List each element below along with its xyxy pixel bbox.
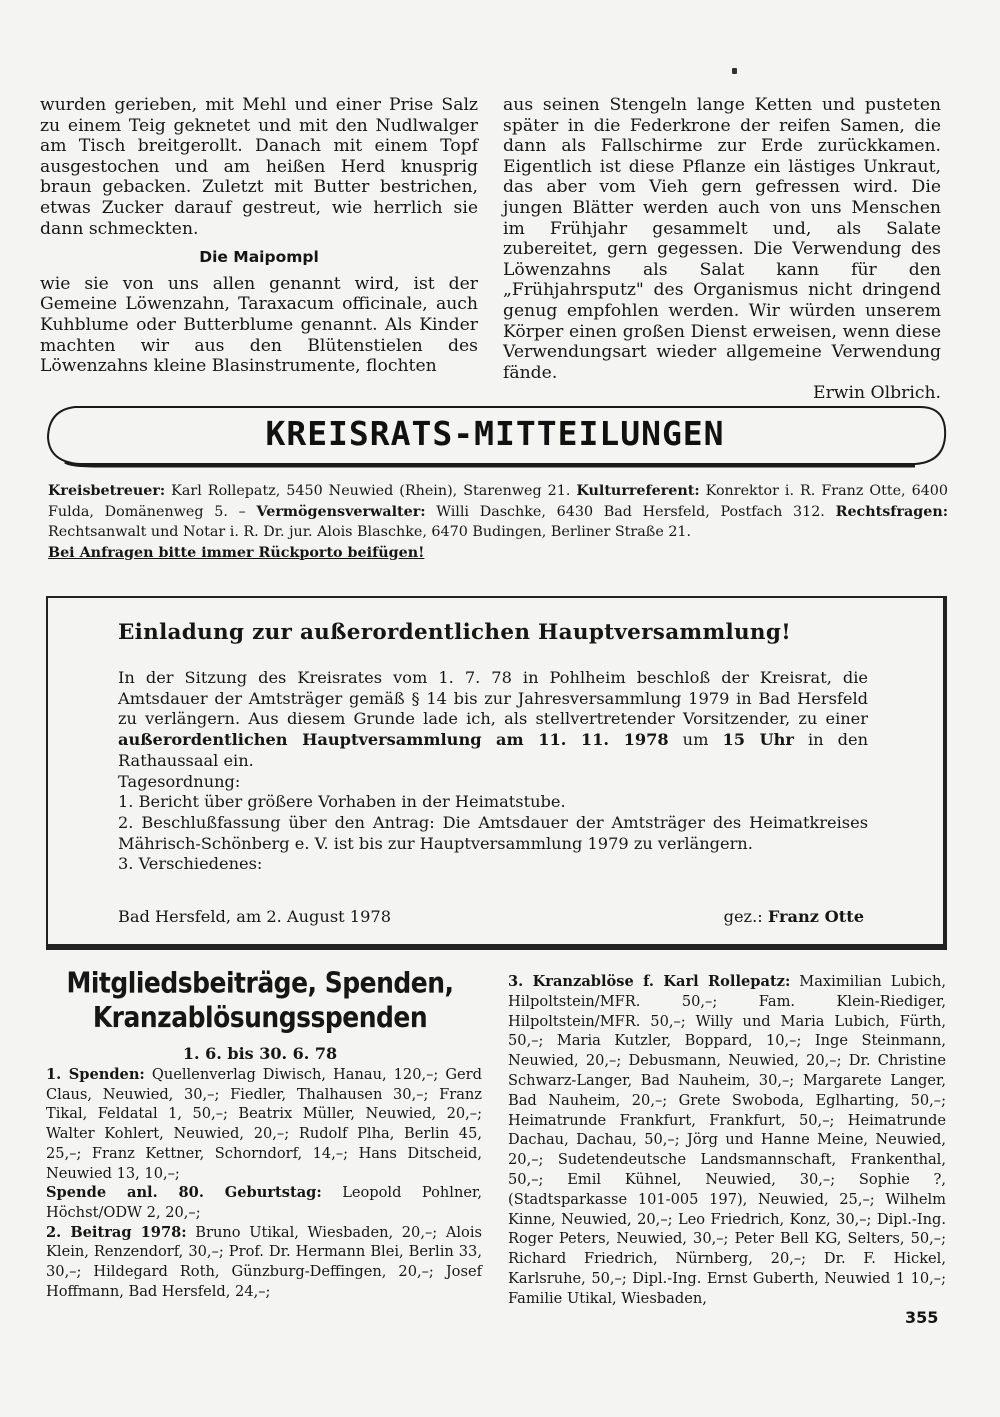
agenda-item: 2. Beschlußfassung über den Antrag: Die Amtsdauer der Amtsträger des Heimatkreises Mährisch-Schönberg e. V. ist bis zur Hauptversammlung 1979 zu verlängern. [118,812,868,853]
invitation-text: in den Rathaussaal ein. [118,730,869,770]
contact-lines [48,481,948,543]
contact-value: Rechtsanwalt und Notar i. R. Dr. jur. Alois Blaschke, 6470 Budingen, Berliner Straße 21. [48,524,692,541]
contact-label: Vermögensverwalter: [256,503,426,520]
agenda-item: 1. Bericht über größere Vorhaben in der Heimatstube. [118,792,566,812]
donation-section [46,1223,482,1302]
invitation-time-emphasis: 15 Uhr [722,730,794,750]
place-date: Bad Hersfeld, am 2. August 1978 [118,907,391,926]
donation-section-label: 3. Kranzablöse f. Karl Rollepatz: [508,973,791,990]
donations-heading [50,966,470,1035]
invitation-text: um [668,730,723,750]
article-paragraph: wurden gerieben, mit Mehl und einer Prise Salz zu einem Teig geknetet und mit den Nudlwalger am Tisch breitgerollt. Danach mit einem Topf ausgestochen und am heißen Herd knusprig braun gebacken. Zuletzt mit Butter bestrichen, etwas Zucker darauf gestreut, wie herrlich sie dann schmeckten. [40,95,478,239]
donations-date-range: 1. 6. bis 30. 6. 78 [182,1044,338,1063]
donation-section-label: 1. Spenden: [46,1066,145,1083]
signature-name: Franz Otte [767,907,864,926]
donation-section-label: 2. Beitrag 1978: [46,1223,187,1241]
contact-value: Willi Daschke, 6430 Bad Hersfeld, Postfach 312. [425,503,836,520]
invitation-title: Einladung zur außerordentlichen Hauptversammlung! [118,620,791,645]
donation-section [46,1183,482,1222]
donations-column-left [46,1065,482,1301]
contact-block [48,481,948,563]
invitation-text: In der Sitzung des Kreisrates vom 1. 7. 78 in Pohlheim beschloß der Kreisrat, die Amtsdauer der Amtsträger gemäß § 14 bis zur Jahresversammlung 1979 in Bad Hersfeld zu verlängern. Aus diesem Grunde lade ich, als stellvertretender Vorsitzender, zu einer [118,668,868,729]
article-paragraph: aus seinen Stengeln lange Ketten und pusteten später in die Federkrone der reifen Samen, die dann als Fallschirme zur Erde zurückkamen. Eigentlich ist diese Pflanze ein lästiges Unkraut, das aber vom Vieh gern gefressen wird. Die jungen Blätter werden auch von uns Menschen im Frühjahr gesammelt und, als Salate zubereitet, gern gegessen. Die Verwendung des Löwenzahns als Salat kann für den „Frühjahrsputz" des Organismus nicht dringend genug empfohlen werden. Wir würden unserem Körper einen großen Dienst erweisen, wenn diese Verwendungsart wieder allgemeine Verwendung fände. [503,95,941,383]
donations-column-right [508,972,946,1309]
contact-label: Kreisbetreuer: [48,483,166,499]
banner-title: KREISRATS-MITTEILUNGEN [265,414,725,453]
invitation-intro [118,668,868,772]
agenda-label: Tagesordnung: [118,771,241,791]
article-author: Erwin Olbrich. [813,383,941,404]
article-column-left [40,95,478,377]
article-subheading: Die Maipompl [199,248,319,267]
invitation-body [118,668,868,875]
donations-heading-line: Kranzablösungsspenden [92,1000,428,1034]
signature-prefix: gez.: [723,907,768,926]
contact-value: Karl Rollepatz, 5450 Neuwied (Rhein), Starenweg 21. [165,483,577,499]
donations-heading-line: Mitgliedsbeiträge, Spenden, [66,966,454,1000]
donation-section [46,1065,482,1183]
donation-section-label: Spende anl. 80. Geburtstag: [46,1184,322,1202]
donation-section [508,972,946,1309]
agenda-item: 3. Verschiedenes: [118,854,263,874]
contact-label: Kulturreferent: [576,483,700,499]
page-number: 355 [905,1308,939,1327]
invitation-date-emphasis: außerordentlichen Hauptversammlung am 11. 11. 1978 [118,730,669,750]
contact-label: Rechtsfragen: [835,503,949,520]
article-paragraph: wie sie von uns allen genannt wird, ist der Gemeine Löwenzahn, Taraxacum officinale, auch Kuhblume oder Butterblume genannt. Als Kinder machten wir aus den Blütenstielen des Löwenzahns kleine Blasinstrumente, flochten [40,273,478,377]
contact-value: Konrektor i. R. Franz Otte, 6400 Fulda, Domänenweg 5. – [48,483,948,520]
invitation-footer [118,907,864,926]
donation-section-text: Leopold Pohlner, Höchst/ODW 2, 20,–; [46,1184,482,1221]
print-speck [732,68,737,74]
donation-section-text: Quellenverlag Diwisch, Hanau, 120,–; Gerd Claus, Neuwied, 30,–; Fiedler, Thalhausen 30,–; Franz Tikal, Feldatal 1, 50,–; Beatrix Müller, Neuwied, 20,–; Walter Kohlert, Neuwied, 20,–; Rudolf Plha, Berlin 45, 25,–; Franz Kettner, Schorndorf, 14,–; Hans Ditscheid, Neuwied 13, 10,–; [46,1066,482,1182]
return-postage-note: Bei Anfragen bitte immer Rückporto beifügen! [48,544,425,561]
donation-section-text: Maximilian Lubich, Hilpoltstein/MFR. 50,–; Fam. Klein-Riediger, Hilpoltstein/MFR. 50,–; Willy und Maria Lubich, Fürth, 50,–; Maria Kutzler, Boppard, 10,–; Inge Steinmann, Neuwied, 20,–; Debusmann, Neuwied, 20,–; Dr. Christine Schwarz-Langer, Bad Nauheim, 30,–; Margarete Langer, Bad Nauheim, 20,–; Grete Swoboda, Eglharting, 50,–; Heimatrunde Frankfurt, Frankfurt, 50,–; Heimatrunde Dachau, Dachau, 50,–; Jörg und Hanne Meine, Neuwied, 20,–; Sudetendeutsche Landsmannschaft, Frankenthal, 50,–; Emil Kühnel, Neuwied, 30,–; Sophie ?, (Stadtsparkasse 101-005 197), Neuwied, 25,–; Wilhelm Kinne, Neuwied, 20,–; Leo Friedrich, Konz, 30,–; Dipl.-Ing. Roger Peters, Neuwied, 30,–; Peter Bell KG, Selters, 50,–; Richard Friedrich, Nürnberg, 20,–; Dr. F. Hickel, Karlsruhe, 50,–; Dipl.-Ing. Ernst Guberth, Neuwied 1 10,–; Familie Utikal, Wiesbaden, [508,973,947,1307]
article-column-right [503,95,941,404]
signature-line [724,907,864,926]
donation-section-text: Bruno Utikal, Wiesbaden, 20,–; Alois Klein, Renzendorf, 30,–; Prof. Dr. Hermann Blei, Berlin 33, 30,–; Hildegard Roth, Günzburg-Deffingen, 20,–; Josef Hoffmann, Bad Hersfeld, 24,–; [46,1223,482,1300]
